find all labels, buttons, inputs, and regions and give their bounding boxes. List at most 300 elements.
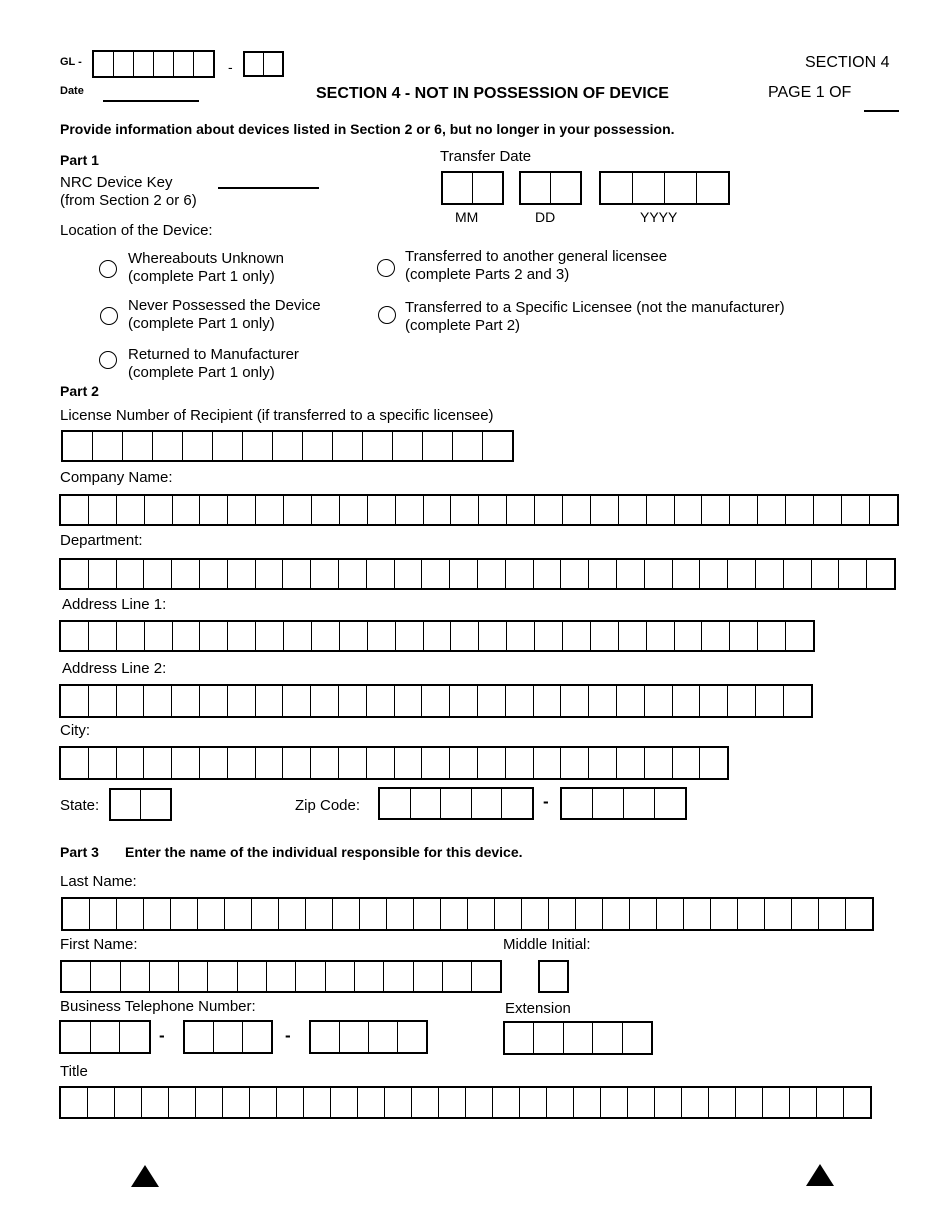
char-box[interactable]	[727, 685, 756, 717]
char-box[interactable]	[602, 898, 630, 930]
char-box[interactable]	[654, 788, 686, 819]
char-box[interactable]	[477, 559, 506, 589]
char-box[interactable]	[227, 685, 256, 717]
char-box[interactable]	[533, 685, 562, 717]
char-box[interactable]	[170, 898, 198, 930]
char-box[interactable]	[562, 495, 591, 525]
char-box[interactable]	[394, 747, 423, 779]
char-box[interactable]	[367, 621, 396, 651]
char-box[interactable]	[282, 559, 311, 589]
char-box[interactable]	[539, 961, 568, 992]
char-box[interactable]	[227, 495, 256, 525]
first-name-boxes[interactable]	[61, 961, 501, 992]
char-box[interactable]	[478, 495, 507, 525]
char-box[interactable]	[367, 495, 396, 525]
char-box[interactable]	[534, 621, 563, 651]
char-box[interactable]	[672, 685, 701, 717]
char-box[interactable]	[88, 495, 117, 525]
char-box[interactable]	[421, 747, 450, 779]
phone-area-code-boxes[interactable]	[60, 1021, 150, 1053]
char-box[interactable]	[88, 559, 117, 589]
char-box[interactable]	[664, 172, 697, 204]
char-box[interactable]	[62, 431, 93, 461]
char-box[interactable]	[533, 559, 562, 589]
radio-transferred-specific-licensee[interactable]	[378, 306, 396, 324]
char-box[interactable]	[762, 1087, 790, 1118]
char-box[interactable]	[149, 961, 179, 992]
char-box[interactable]	[255, 747, 284, 779]
char-box[interactable]	[171, 559, 200, 589]
char-box[interactable]	[785, 621, 814, 651]
char-box[interactable]	[472, 172, 503, 204]
char-box[interactable]	[701, 495, 730, 525]
char-box[interactable]	[504, 1022, 534, 1054]
char-box[interactable]	[332, 431, 363, 461]
char-box[interactable]	[310, 1021, 340, 1053]
char-box[interactable]	[339, 1021, 369, 1053]
char-box[interactable]	[120, 961, 150, 992]
gl-number-boxes[interactable]	[93, 51, 214, 77]
char-box[interactable]	[305, 898, 333, 930]
char-box[interactable]	[140, 789, 171, 820]
char-box[interactable]	[816, 1087, 844, 1118]
char-box[interactable]	[394, 685, 423, 717]
char-box[interactable]	[644, 559, 673, 589]
char-box[interactable]	[438, 1087, 466, 1118]
char-box[interactable]	[618, 495, 647, 525]
char-box[interactable]	[421, 685, 450, 717]
char-box[interactable]	[182, 431, 213, 461]
char-box[interactable]	[710, 898, 738, 930]
char-box[interactable]	[644, 747, 673, 779]
char-box[interactable]	[811, 559, 840, 589]
char-box[interactable]	[116, 495, 145, 525]
char-box[interactable]	[789, 1087, 817, 1118]
char-box[interactable]	[143, 747, 172, 779]
char-box[interactable]	[172, 495, 201, 525]
char-box[interactable]	[116, 685, 145, 717]
char-box[interactable]	[560, 559, 589, 589]
char-box[interactable]	[302, 431, 333, 461]
phone-line-boxes[interactable]	[310, 1021, 427, 1053]
char-box[interactable]	[729, 621, 758, 651]
char-box[interactable]	[505, 559, 534, 589]
char-box[interactable]	[330, 1087, 358, 1118]
char-box[interactable]	[590, 621, 619, 651]
char-box[interactable]	[282, 685, 311, 717]
char-box[interactable]	[141, 1087, 169, 1118]
radio-returned-to-manufacturer[interactable]	[99, 351, 117, 369]
char-box[interactable]	[616, 747, 645, 779]
char-box[interactable]	[60, 495, 89, 525]
char-box[interactable]	[841, 495, 870, 525]
char-box[interactable]	[338, 559, 367, 589]
char-box[interactable]	[224, 898, 252, 930]
extension-boxes[interactable]	[504, 1022, 652, 1054]
char-box[interactable]	[144, 495, 173, 525]
char-box[interactable]	[88, 747, 117, 779]
char-box[interactable]	[113, 51, 134, 77]
char-box[interactable]	[255, 495, 284, 525]
char-box[interactable]	[143, 898, 171, 930]
char-box[interactable]	[450, 621, 479, 651]
char-box[interactable]	[368, 1021, 398, 1053]
last-name-boxes[interactable]	[62, 898, 873, 930]
char-box[interactable]	[199, 685, 228, 717]
char-box[interactable]	[122, 431, 153, 461]
char-box[interactable]	[282, 747, 311, 779]
char-box[interactable]	[674, 621, 703, 651]
char-box[interactable]	[546, 1087, 574, 1118]
char-box[interactable]	[143, 559, 172, 589]
char-box[interactable]	[366, 747, 395, 779]
char-box[interactable]	[573, 1087, 601, 1118]
char-box[interactable]	[600, 172, 633, 204]
char-box[interactable]	[255, 685, 284, 717]
char-box[interactable]	[60, 1021, 91, 1053]
char-box[interactable]	[272, 431, 303, 461]
char-box[interactable]	[295, 961, 325, 992]
char-box[interactable]	[674, 495, 703, 525]
char-box[interactable]	[423, 495, 452, 525]
char-box[interactable]	[311, 621, 340, 651]
char-box[interactable]	[116, 898, 144, 930]
char-box[interactable]	[505, 685, 534, 717]
char-box[interactable]	[251, 898, 279, 930]
char-box[interactable]	[755, 559, 784, 589]
char-box[interactable]	[366, 559, 395, 589]
char-box[interactable]	[116, 621, 145, 651]
char-box[interactable]	[249, 1087, 277, 1118]
char-box[interactable]	[629, 898, 657, 930]
char-box[interactable]	[818, 898, 846, 930]
transfer-year-boxes[interactable]	[600, 172, 729, 204]
char-box[interactable]	[212, 431, 243, 461]
char-box[interactable]	[477, 747, 506, 779]
char-box[interactable]	[616, 685, 645, 717]
transfer-day-boxes[interactable]	[520, 172, 581, 204]
char-box[interactable]	[757, 495, 786, 525]
char-box[interactable]	[303, 1087, 331, 1118]
char-box[interactable]	[618, 621, 647, 651]
char-box[interactable]	[785, 495, 814, 525]
char-box[interactable]	[623, 788, 655, 819]
char-box[interactable]	[450, 495, 479, 525]
char-box[interactable]	[339, 495, 368, 525]
char-box[interactable]	[144, 621, 173, 651]
char-box[interactable]	[644, 685, 673, 717]
zip-code-boxes[interactable]	[379, 788, 533, 819]
radio-never-possessed[interactable]	[100, 307, 118, 325]
middle-initial-box[interactable]	[539, 961, 568, 992]
char-box[interactable]	[178, 961, 208, 992]
char-box[interactable]	[199, 621, 228, 651]
char-box[interactable]	[116, 747, 145, 779]
char-box[interactable]	[88, 621, 117, 651]
char-box[interactable]	[310, 559, 339, 589]
char-box[interactable]	[392, 431, 423, 461]
char-box[interactable]	[244, 52, 264, 76]
char-box[interactable]	[701, 621, 730, 651]
gl-suffix-boxes[interactable]	[244, 52, 283, 76]
company-name-boxes[interactable]	[60, 495, 898, 525]
city-boxes[interactable]	[60, 747, 728, 779]
radio-whereabouts-unknown[interactable]	[99, 260, 117, 278]
char-box[interactable]	[622, 1022, 652, 1054]
char-box[interactable]	[449, 559, 478, 589]
char-box[interactable]	[119, 1021, 150, 1053]
char-box[interactable]	[646, 621, 675, 651]
char-box[interactable]	[477, 685, 506, 717]
char-box[interactable]	[366, 685, 395, 717]
char-box[interactable]	[627, 1087, 655, 1118]
char-box[interactable]	[263, 52, 283, 76]
char-box[interactable]	[838, 559, 867, 589]
char-box[interactable]	[506, 621, 535, 651]
char-box[interactable]	[310, 685, 339, 717]
char-box[interactable]	[413, 898, 441, 930]
char-box[interactable]	[227, 747, 256, 779]
char-box[interactable]	[338, 747, 367, 779]
char-box[interactable]	[452, 431, 483, 461]
phone-prefix-boxes[interactable]	[184, 1021, 272, 1053]
char-box[interactable]	[62, 898, 90, 930]
char-box[interactable]	[60, 559, 89, 589]
char-box[interactable]	[88, 685, 117, 717]
char-box[interactable]	[168, 1087, 196, 1118]
char-box[interactable]	[471, 788, 503, 819]
char-box[interactable]	[199, 559, 228, 589]
char-box[interactable]	[395, 621, 424, 651]
char-box[interactable]	[325, 961, 355, 992]
char-box[interactable]	[755, 685, 784, 717]
char-box[interactable]	[171, 747, 200, 779]
zip-plus4-boxes[interactable]	[561, 788, 686, 819]
char-box[interactable]	[395, 495, 424, 525]
char-box[interactable]	[533, 1022, 563, 1054]
char-box[interactable]	[521, 898, 549, 930]
char-box[interactable]	[90, 961, 120, 992]
char-box[interactable]	[255, 621, 284, 651]
char-box[interactable]	[548, 898, 576, 930]
char-box[interactable]	[278, 898, 306, 930]
char-box[interactable]	[501, 788, 533, 819]
char-box[interactable]	[423, 621, 452, 651]
char-box[interactable]	[683, 898, 711, 930]
char-box[interactable]	[116, 559, 145, 589]
char-box[interactable]	[562, 621, 591, 651]
char-box[interactable]	[359, 898, 387, 930]
char-box[interactable]	[422, 431, 453, 461]
char-box[interactable]	[195, 1087, 223, 1118]
char-box[interactable]	[362, 431, 393, 461]
char-box[interactable]	[592, 1022, 622, 1054]
nrc-device-key-field[interactable]	[218, 187, 319, 189]
page-total-field[interactable]	[864, 110, 899, 112]
char-box[interactable]	[588, 685, 617, 717]
char-box[interactable]	[632, 172, 665, 204]
char-box[interactable]	[383, 961, 413, 992]
char-box[interactable]	[90, 1021, 121, 1053]
char-box[interactable]	[563, 1022, 593, 1054]
char-box[interactable]	[534, 495, 563, 525]
char-box[interactable]	[354, 961, 384, 992]
char-box[interactable]	[173, 51, 194, 77]
char-box[interactable]	[813, 495, 842, 525]
char-box[interactable]	[93, 51, 114, 77]
char-box[interactable]	[242, 431, 273, 461]
title-boxes[interactable]	[60, 1087, 871, 1118]
char-box[interactable]	[92, 431, 123, 461]
char-box[interactable]	[197, 898, 225, 930]
char-box[interactable]	[60, 685, 89, 717]
state-boxes[interactable]	[110, 789, 171, 820]
char-box[interactable]	[656, 898, 684, 930]
char-box[interactable]	[845, 898, 873, 930]
char-box[interactable]	[153, 51, 174, 77]
char-box[interactable]	[242, 1021, 272, 1053]
char-box[interactable]	[616, 559, 645, 589]
char-box[interactable]	[467, 898, 495, 930]
char-box[interactable]	[588, 559, 617, 589]
address-line1-boxes[interactable]	[60, 621, 814, 651]
char-box[interactable]	[87, 1087, 115, 1118]
char-box[interactable]	[227, 621, 256, 651]
char-box[interactable]	[60, 1087, 88, 1118]
char-box[interactable]	[520, 172, 551, 204]
char-box[interactable]	[61, 961, 91, 992]
char-box[interactable]	[783, 559, 812, 589]
char-box[interactable]	[394, 559, 423, 589]
char-box[interactable]	[696, 172, 729, 204]
char-box[interactable]	[199, 495, 228, 525]
char-box[interactable]	[442, 961, 472, 992]
char-box[interactable]	[783, 685, 812, 717]
char-box[interactable]	[482, 431, 513, 461]
char-box[interactable]	[699, 559, 728, 589]
char-box[interactable]	[590, 495, 619, 525]
department-boxes[interactable]	[60, 559, 895, 589]
char-box[interactable]	[237, 961, 267, 992]
char-box[interactable]	[266, 961, 296, 992]
char-box[interactable]	[550, 172, 581, 204]
char-box[interactable]	[442, 172, 473, 204]
char-box[interactable]	[506, 495, 535, 525]
char-box[interactable]	[592, 788, 624, 819]
char-box[interactable]	[283, 621, 312, 651]
char-box[interactable]	[729, 495, 758, 525]
char-box[interactable]	[600, 1087, 628, 1118]
char-box[interactable]	[227, 559, 256, 589]
char-box[interactable]	[276, 1087, 304, 1118]
char-box[interactable]	[60, 621, 89, 651]
char-box[interactable]	[505, 747, 534, 779]
char-box[interactable]	[519, 1087, 547, 1118]
char-box[interactable]	[110, 789, 141, 820]
char-box[interactable]	[533, 747, 562, 779]
char-box[interactable]	[332, 898, 360, 930]
char-box[interactable]	[193, 51, 214, 77]
char-box[interactable]	[222, 1087, 250, 1118]
char-box[interactable]	[440, 898, 468, 930]
char-box[interactable]	[672, 559, 701, 589]
char-box[interactable]	[699, 685, 728, 717]
char-box[interactable]	[397, 1021, 427, 1053]
char-box[interactable]	[338, 685, 367, 717]
char-box[interactable]	[379, 788, 411, 819]
char-box[interactable]	[757, 621, 786, 651]
char-box[interactable]	[413, 961, 443, 992]
address-line2-boxes[interactable]	[60, 685, 812, 717]
char-box[interactable]	[440, 788, 472, 819]
char-box[interactable]	[384, 1087, 412, 1118]
char-box[interactable]	[561, 788, 593, 819]
char-box[interactable]	[646, 495, 675, 525]
char-box[interactable]	[199, 747, 228, 779]
char-box[interactable]	[114, 1087, 142, 1118]
char-box[interactable]	[654, 1087, 682, 1118]
char-box[interactable]	[681, 1087, 709, 1118]
char-box[interactable]	[843, 1087, 871, 1118]
char-box[interactable]	[449, 747, 478, 779]
char-box[interactable]	[449, 685, 478, 717]
char-box[interactable]	[560, 747, 589, 779]
char-box[interactable]	[421, 559, 450, 589]
char-box[interactable]	[727, 559, 756, 589]
date-field[interactable]	[103, 100, 199, 102]
char-box[interactable]	[672, 747, 701, 779]
transfer-month-boxes[interactable]	[442, 172, 503, 204]
char-box[interactable]	[869, 495, 898, 525]
char-box[interactable]	[735, 1087, 763, 1118]
char-box[interactable]	[89, 898, 117, 930]
char-box[interactable]	[60, 747, 89, 779]
char-box[interactable]	[207, 961, 237, 992]
char-box[interactable]	[764, 898, 792, 930]
char-box[interactable]	[255, 559, 284, 589]
char-box[interactable]	[311, 495, 340, 525]
char-box[interactable]	[737, 898, 765, 930]
char-box[interactable]	[339, 621, 368, 651]
char-box[interactable]	[184, 1021, 214, 1053]
char-box[interactable]	[143, 685, 172, 717]
char-box[interactable]	[492, 1087, 520, 1118]
char-box[interactable]	[310, 747, 339, 779]
char-box[interactable]	[213, 1021, 243, 1053]
char-box[interactable]	[152, 431, 183, 461]
radio-transferred-general-licensee[interactable]	[377, 259, 395, 277]
char-box[interactable]	[386, 898, 414, 930]
char-box[interactable]	[133, 51, 154, 77]
char-box[interactable]	[791, 898, 819, 930]
char-box[interactable]	[471, 961, 501, 992]
char-box[interactable]	[357, 1087, 385, 1118]
char-box[interactable]	[465, 1087, 493, 1118]
char-box[interactable]	[171, 685, 200, 717]
license-number-boxes[interactable]	[62, 431, 513, 461]
char-box[interactable]	[575, 898, 603, 930]
char-box[interactable]	[172, 621, 201, 651]
char-box[interactable]	[699, 747, 728, 779]
char-box[interactable]	[478, 621, 507, 651]
char-box[interactable]	[866, 559, 895, 589]
char-box[interactable]	[708, 1087, 736, 1118]
char-box[interactable]	[588, 747, 617, 779]
char-box[interactable]	[560, 685, 589, 717]
char-box[interactable]	[411, 1087, 439, 1118]
char-box[interactable]	[410, 788, 442, 819]
char-box[interactable]	[494, 898, 522, 930]
